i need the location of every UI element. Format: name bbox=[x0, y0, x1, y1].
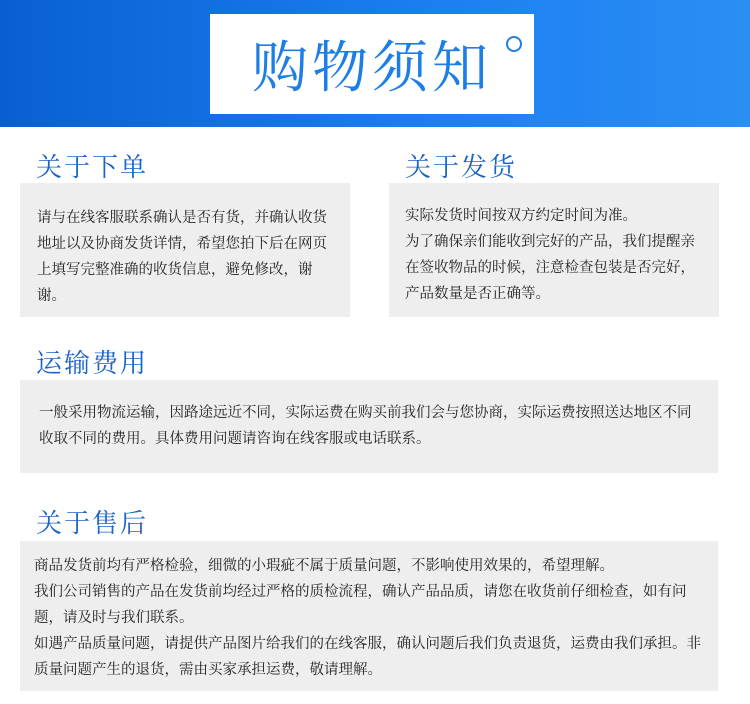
aftersale-box bbox=[20, 541, 718, 691]
shipping-section-title: 关于发货 bbox=[405, 153, 518, 183]
order-box bbox=[20, 183, 350, 317]
aftersale-section-title: 关于售后 bbox=[36, 509, 149, 539]
freight-text: 一般采用物流运输，因路途远近不同，实际运费在购买前我们会与您协商，实际运费按照送达地区不同收取不同的费用。具体费用问题请咨询在线客服或电话联系。 bbox=[39, 405, 692, 447]
header-banner bbox=[0, 0, 750, 127]
shipping-box bbox=[389, 183, 719, 317]
freight-section-title: 运输费用 bbox=[36, 349, 149, 379]
degree-icon bbox=[506, 36, 522, 52]
aftersale-line-3: 如遇产品质量问题，请提供产品图片给我们的在线客服，确认问题后我们负责退货，运费由我们承担。非质量问题产生的退货，需由买家承担运费，敬请理解。 bbox=[34, 636, 701, 678]
banner-title: 购物须知 bbox=[252, 36, 492, 101]
freight-box bbox=[20, 380, 718, 473]
banner-title-box bbox=[210, 14, 534, 114]
shipping-line-2: 为了确保亲们能收到完好的产品，我们提醒亲在签收物品的时候，注意检查包装是否完好，产品数量是否正确等。 bbox=[405, 234, 695, 302]
order-text: 请与在线客服联系确认是否有货，并确认收货地址以及协商发货详情，希望您拍下后在网页上填写完整准确的收货信息，避免修改，谢谢。 bbox=[37, 210, 327, 304]
aftersale-line-2: 我们公司销售的产品在发货前均经过严格的质检流程，确认产品品质，请您在收货前仔细检查，如有问题，请及时与我们联系。 bbox=[34, 584, 687, 626]
order-section-title: 关于下单 bbox=[36, 153, 149, 183]
shipping-line-1: 实际发货时间按双方约定时间为准。 bbox=[405, 208, 637, 224]
aftersale-line-1: 商品发货前均有严格检验，细微的小瑕疵不属于质量问题，不影响使用效果的，希望理解。 bbox=[34, 558, 614, 574]
